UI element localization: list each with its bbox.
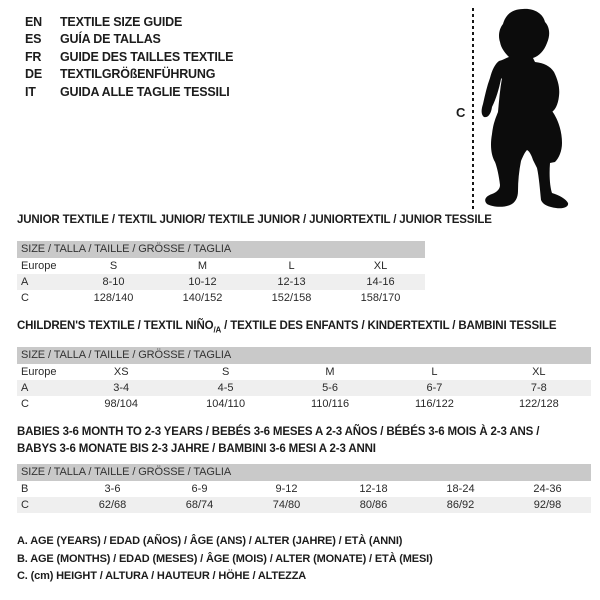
size-cell: M xyxy=(325,366,335,378)
value-cell: 158/170 xyxy=(360,292,401,304)
size-cell: L xyxy=(431,366,438,378)
size-cell: XL xyxy=(373,260,388,272)
value-cell: 8-10 xyxy=(102,276,125,288)
language-row-fr xyxy=(25,48,233,66)
language-code: FR xyxy=(25,49,42,64)
value-cell: 5-6 xyxy=(322,382,338,394)
size-header-bar: SIZE / TALLA / TAILLE / GRÖSSE / TAGLIA xyxy=(17,464,591,481)
region-label: Europe xyxy=(21,260,57,272)
value-cell: 104/110 xyxy=(206,398,246,410)
row-label: B xyxy=(21,483,29,495)
language-row-es xyxy=(25,31,233,49)
size-cell: XL xyxy=(532,366,546,378)
table-row-sizes xyxy=(17,364,591,380)
row-label: C xyxy=(21,499,29,511)
table-row-height xyxy=(17,290,425,306)
value-cell: 4-5 xyxy=(217,382,234,394)
guide-title: GUÍA DE TALLAS xyxy=(60,32,161,47)
value-cell: 116/122 xyxy=(414,398,454,410)
value-cell: 7-8 xyxy=(530,382,547,394)
value-cell: 68/74 xyxy=(185,499,214,511)
value-cell: 80/86 xyxy=(359,499,388,511)
size-cell: S xyxy=(109,260,118,272)
value-cell: 128/140 xyxy=(93,292,134,304)
footnote-height-cm: C. (cm) HEIGHT / ALTURA / HAUTEUR / HÖHE / ALTEZZA xyxy=(17,570,307,582)
table-row-age xyxy=(17,380,591,396)
size-cell: L xyxy=(288,260,295,272)
language-row-de xyxy=(25,66,233,84)
language-row-en xyxy=(25,13,233,31)
table-row-sizes xyxy=(17,258,425,274)
table-row-months xyxy=(17,481,591,497)
junior-table-title: JUNIOR TEXTILE / TEXTIL JUNIOR/ TEXTILE JUNIOR / JUNIORTEXTIL / JUNIOR TESSILE xyxy=(17,214,492,226)
value-cell: 12-18 xyxy=(359,483,388,495)
value-cell: 3-6 xyxy=(104,483,121,495)
children-size-table xyxy=(17,347,591,412)
region-label: Europe xyxy=(21,366,57,378)
value-cell: 6-9 xyxy=(191,483,208,495)
value-cell: 152/158 xyxy=(271,292,312,304)
footnote-age-months: B. AGE (MONTHS) / EDAD (MESES) / ÂGE (MOIS) / ALTER (MONATE) / ETÀ (MESI) xyxy=(17,552,433,565)
value-cell: 98/104 xyxy=(104,398,139,410)
value-cell: 92/98 xyxy=(533,499,562,511)
value-cell: 18-24 xyxy=(446,483,475,495)
row-label: A xyxy=(21,276,29,288)
value-cell: 14-16 xyxy=(366,276,395,288)
value-cell: 62/68 xyxy=(98,499,127,511)
language-code: DE xyxy=(25,67,42,82)
junior-size-table xyxy=(17,241,425,306)
babies-size-table xyxy=(17,464,591,513)
value-cell: 10-12 xyxy=(188,276,217,288)
title-subscript: /A xyxy=(213,325,222,335)
baby-silhouette-icon xyxy=(478,0,600,215)
size-cell: S xyxy=(221,366,230,378)
footnote-age-years: A. AGE (YEARS) / EDAD (AÑOS) / ÂGE (ANS) / ALTER (JAHRE) / ETÀ (ANNI) xyxy=(17,535,403,547)
row-label: C xyxy=(21,398,29,410)
title-text: CHILDREN'S TEXTILE / TEXTIL NIÑO xyxy=(17,320,214,332)
height-dashed-line xyxy=(472,8,474,210)
table-row-height xyxy=(17,497,591,513)
guide-title: TEXTILGRÖßENFÜHRUNG xyxy=(60,67,216,82)
size-header-bar: SIZE / TALLA / TAILLE / GRÖSSE / TAGLIA xyxy=(17,241,425,258)
size-cell: XS xyxy=(113,366,129,378)
value-cell: 12-13 xyxy=(277,276,306,288)
guide-title: GUIDE DES TAILLES TEXTILE xyxy=(60,49,234,64)
value-cell: 140/152 xyxy=(182,292,223,304)
value-cell: 122/128 xyxy=(518,398,559,410)
row-label: A xyxy=(21,382,29,394)
size-cell: M xyxy=(197,260,208,272)
language-row-it xyxy=(25,83,233,101)
row-label: C xyxy=(21,292,29,304)
value-cell: 74/80 xyxy=(272,499,301,511)
language-code: IT xyxy=(25,84,36,99)
footnote-block xyxy=(17,533,433,586)
title-text: / TEXTILE DES ENFANTS / KINDERTEXTIL / BAMBINI TESSILE xyxy=(221,320,557,332)
value-cell: 3-4 xyxy=(113,382,130,394)
language-code: EN xyxy=(25,14,42,29)
title-line: BABYS 3-6 MONATE BIS 2-3 JAHRE / BAMBINI 3-6 MESI A 2-3 ANNI xyxy=(17,443,376,455)
title-line: BABIES 3-6 MONTH TO 2-3 YEARS / BEBÉS 3-6 MESES A 2-3 AÑOS / BÉBÉS 3-6 MOIS À 2-3 ANS / xyxy=(17,426,540,438)
size-header-bar: SIZE / TALLA / TAILLE / GRÖSSE / TAGLIA xyxy=(17,347,591,364)
value-cell: 110/116 xyxy=(310,398,350,410)
table-row-age xyxy=(17,274,425,290)
guide-title: TEXTILE SIZE GUIDE xyxy=(60,14,183,29)
babies-table-title xyxy=(17,424,591,458)
value-cell: 6-7 xyxy=(426,382,443,394)
value-cell: 24-36 xyxy=(533,483,562,495)
height-measure-label: C xyxy=(456,105,466,120)
guide-title: GUIDA ALLE TAGLIE TESSILI xyxy=(60,84,230,99)
value-cell: 9-12 xyxy=(275,483,298,495)
value-cell: 86/92 xyxy=(446,499,475,511)
children-table-title xyxy=(17,320,556,334)
table-row-height xyxy=(17,396,591,412)
language-title-block xyxy=(25,13,233,101)
language-code: ES xyxy=(25,32,42,47)
